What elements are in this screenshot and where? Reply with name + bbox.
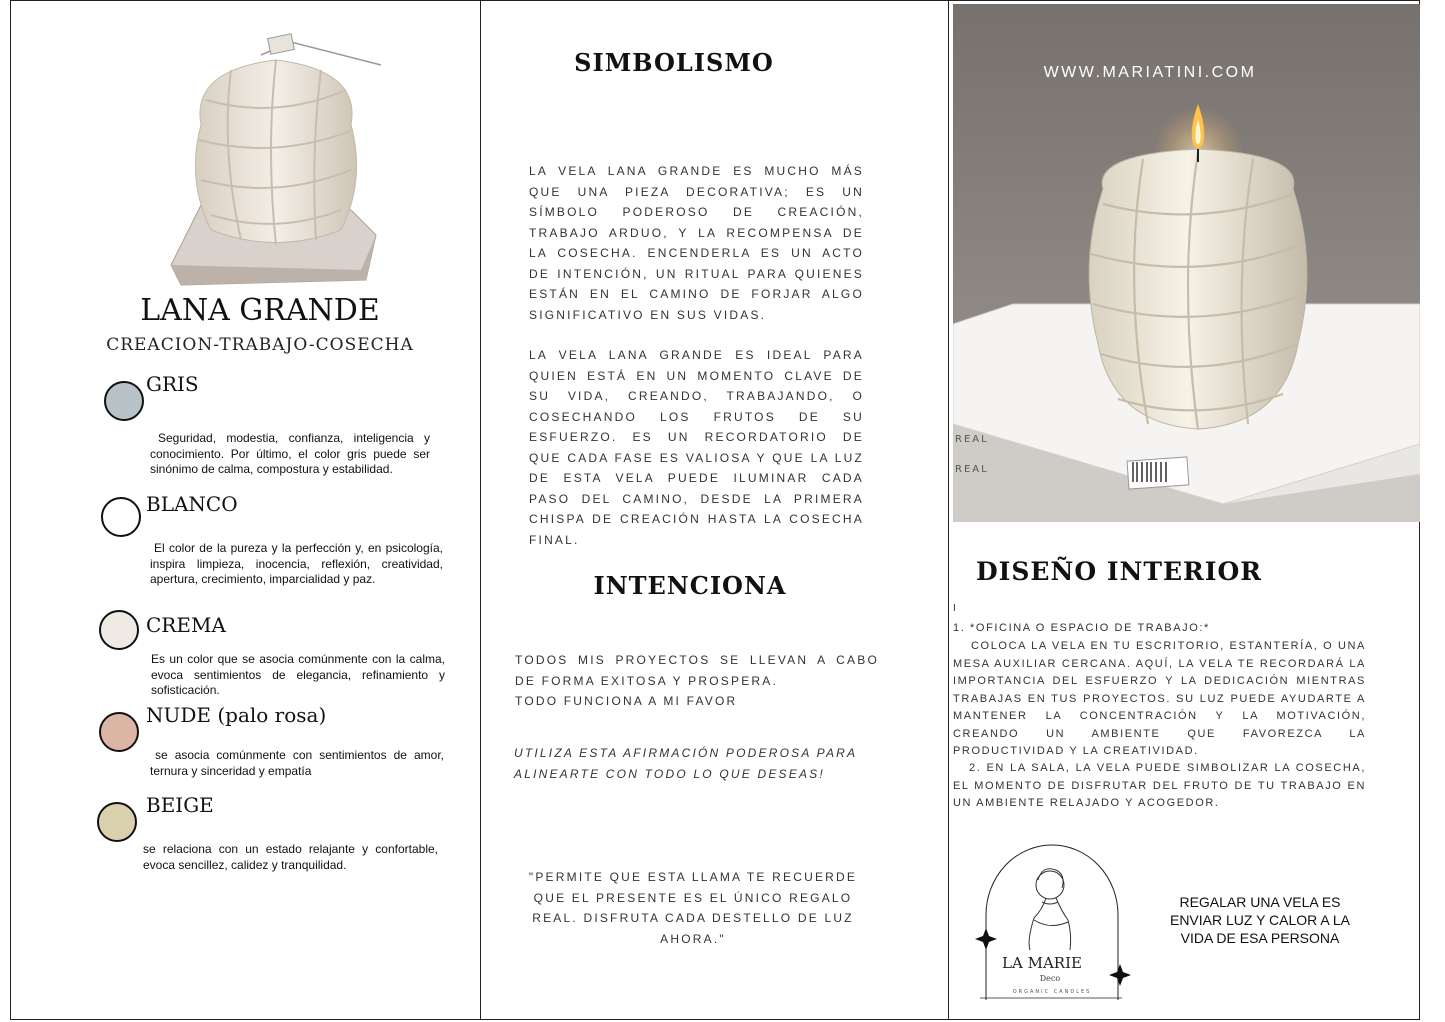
interior-item-1-body: COLOCA LA VELA EN TU ESCRITORIO, ESTANTERÍA, O UNA MESA AUXILIAR CERCANA. AQUÍ, LA VELA TE RECORDARÁ LA IMPORTANCIA DEL ESFUERZO Y LA DEDICACIÓN MIENTRAS TRABAJAS EN TUS PROYECTOS. SU LUZ PUEDE AYUDARTE A MANTENER LA CONCENTRACIÓN Y LA MOTIVACIÓN, CREANDO UN AMBIENTE QUE FAVOREZCA LA PRODUCTIVIDAD Y LA CREATIVIDAD. [953,640,1366,757]
affirmation-line-1: TODOS MIS PROYECTOS SE LLEVAN A CABO DE FORMA EXITOSA Y PROSPERA. [515,653,879,688]
logo-deco: Deco [1039,974,1061,983]
stray-mark: I [953,603,956,614]
color-desc-crema: Es un color que se asocia comúnmente con la calma, evoca sentimientos de elegancia, refinamiento y sofisticación. [151,652,445,697]
brand-logo [972,840,1132,1005]
color-desc-beige: se relaciona con un estado relajante y confortable, evoca sencillez, calidez y tranquilidad. [143,842,438,872]
symbolism-paragraph-2: LA VELA LANA GRANDE ES IDEAL PARA QUIEN ESTÁ EN UN MOMENTO CLAVE DE SU VIDA, CREANDO, TRABAJANDO, O COSECHANDO LOS FRUTOS DE SU ESFUERZO. ES UN RECORDATORIO DE QUE CADA FASE ES VALIOSA Y QUE LA LUZ DE ESTA VELA PUEDE ILUMINAR CADA PASO DEL CAMINO, DESDE LA PRIMERA CHISPA DE CREACIÓN HASTA LA COSECHA FINAL. [529,348,864,547]
affirmation-note: UTILIZA ESTA AFIRMACIÓN PODEROSA PARA ALINEARTE CON TODO LO QUE DESEAS! [514,746,857,781]
interior-item-1-title: 1. *OFICINA O ESPACIO DE TRABAJO:* [953,622,1210,634]
symbolism-paragraph-1: LA VELA LANA GRANDE ES MUCHO MÁS QUE UNA PIEZA DECORATIVA; ES UN SÍMBOLO PODEROSO DE CREACIÓN, TRABAJO ARDUO, Y LA RECOMPENSA DE LA COSECHA. ENCENDERLA ES UN ACTO DE INTENCIÓN, UN RITUAL PARA QUIENES ESTÁN EN EL CAMINO DE FORJAR ALGO SIGNIFICATIVO EN SUS VIDAS. [529,164,864,322]
swatch-crema [99,610,139,650]
gift-message: REGALAR UNA VELA ES ENVIAR LUZ Y CALOR A LA VIDA DE ESA PERSONA [1169,894,1350,946]
color-name-beige: BEIGE [146,793,214,817]
heading-diseno-interior: DISEÑO INTERIOR [976,557,1263,586]
color-desc-nude: se asocia comúnmente con sentimientos de amor, ternura y sinceridad y empatía [150,748,444,778]
interior-item-2: 2. EN LA SALA, LA VELA PUEDE SIMBOLIZAR LA COSECHA, EL MOMENTO DE DISFRUTAR DEL FRUTO DE TU TRABAJO EN UN AMBIENTE RELAJADO Y ACOGEDOR. [953,762,1366,809]
swatch-nude [99,712,139,752]
candle-quote: "PERMITE QUE ESTA LLAMA TE RECUERDE QUE EL PRESENTE ES EL ÚNICO REGALO REAL. DISFRUTA CADA DESTELLO DE LUZ AHORA." [528,870,858,946]
product-name: LANA GRANDE [140,293,380,328]
fold-divider-right [948,0,949,1020]
product-image [161,30,391,290]
swatch-beige [97,802,137,842]
color-name-nude: NUDE (palo rosa) [146,703,327,727]
logo-tagline: ORGANIC CANDLES [1012,989,1092,995]
color-name-blanco: BLANCO [146,492,238,516]
color-name-gris: GRIS [146,372,199,396]
fold-divider-left [480,0,481,1020]
affirmation-line-2: TODO FUNCIONA A MI FAVOR [515,694,738,708]
book-spine-text-1: REAL [955,434,989,445]
color-desc-gris: Seguridad, modestia, confianza, inteligencia y conocimiento. Por último, el color gris puede ser sinónimo de calma, compostura y estabilidad. [150,431,430,476]
color-name-crema: CREMA [146,613,226,637]
color-desc-blanco: El color de la pureza y la perfección y, en psicología, inspira limpieza, inocencia, reflexión, creatividad, apertura, crecimiento, imparcialidad y paz. [150,541,443,586]
swatch-blanco [101,497,141,537]
logo-brand-name: LA MARIE [1002,954,1082,972]
website-url[interactable]: WWW.MARIATINI.COM [1043,64,1257,81]
heading-intenciona: INTENCIONA [593,571,787,600]
swatch-gris [104,381,144,421]
heading-simbolismo: SIMBOLISMO [574,48,774,77]
product-subtitle: CREACION-TRABAJO-COSECHA [106,335,414,355]
book-spine-text-2: REAL [955,464,989,475]
